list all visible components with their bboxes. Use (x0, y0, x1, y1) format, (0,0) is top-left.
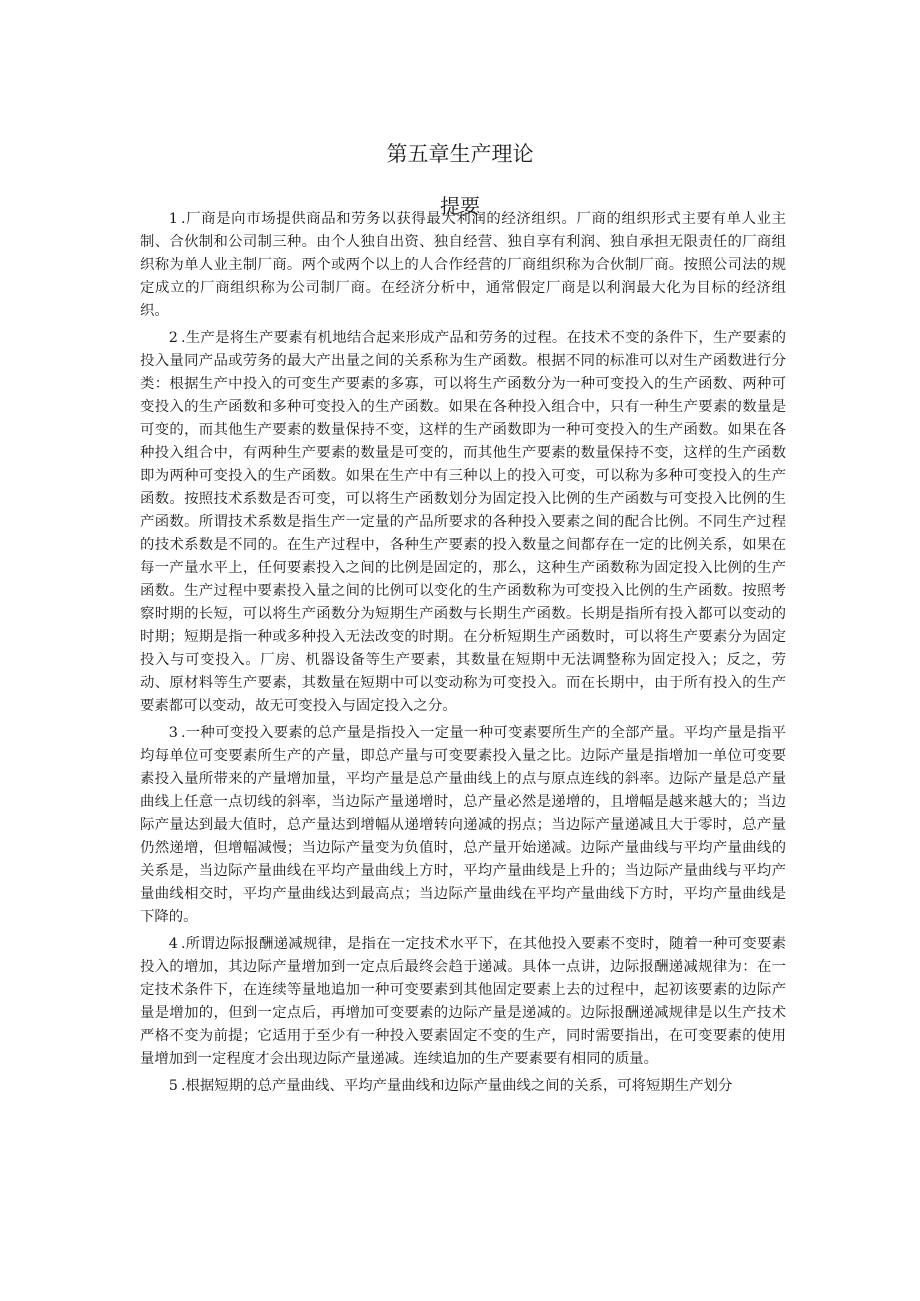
paragraph-4 (140, 933, 786, 1071)
document-body (140, 208, 786, 1102)
paragraph-1 (140, 208, 786, 323)
paragraph-number: 1 (168, 211, 178, 227)
paragraph-number: 3 (168, 725, 178, 741)
paragraph-number: 5 (168, 1078, 178, 1094)
paragraph-text: .厂商是向市场提供商品和劳务以获得最大利润的经济组织。厂商的组织形式主要有单人业主制、合伙制和公司制三种。由个人独自出资、独自经营、独自享有利润、独自承担无限责任的厂商组织称为单人业主制厂商。两个或两个以上的人合作经营的厂商组织称为合伙制厂商。按照公司法的规定成立的厂商组织称为公司制厂商。在经济分析中，通常假定厂商是以利润最大化为目标的经济组织。 (140, 211, 786, 319)
paragraph-number: 4 (168, 936, 178, 952)
paragraph-text: .根据短期的总产量曲线、平均产量曲线和边际产量曲线之间的关系，可将短期生产划分 (180, 1078, 733, 1094)
paragraph-text: .所谓边际报酬递减规律，是指在一定技术水平下，在其他投入要素不变时，随着一种可变要素投入的增加，其边际产量增加到一定点后最终会趋于递减。具体一点讲，边际报酬递减规律为：在一定技术条件下，在连续等量地追加一种可变要素到其他固定要素上去的过程中，起初该要素的边际产量是增加的，但到一定点后，再增加可变要素的边际产量是递减的。边际报酬递减规律是以生产技术严格不变为前提；它适用于至少有一种投入要素固定不变的生产，同时需要指出，在可变要素的使用量增加到一定程度才会出现边际产量递减。连续追加的生产要素要有相同的质量。 (140, 936, 786, 1067)
paragraph-3 (140, 722, 786, 929)
paragraph-2 (140, 327, 786, 718)
paragraph-5 (140, 1075, 786, 1098)
paragraph-number: 2 (168, 330, 178, 346)
paragraph-text: .一种可变投入要素的总产量是指投入一定量一种可变素要所生产的全部产量。平均产量是指平均每单位可变要素所生产的产量，即总产量与可变要素投入量之比。边际产量是指增加一单位可变要素投入量所带来的产量增加量，平均产量是总产量曲线上的点与原点连线的斜率。边际产量是总产量曲线上任意一点切线的斜率，当边际产量递增时，总产量必然是递增的，且增幅是越来越大的；当边际产量达到最大值时，总产量达到增幅从递增转向递减的拐点；当边际产量递减且大于零时，总产量仍然递增，但增幅减慢；当边际产量变为负值时，总产量开始递减。边际产量曲线与平均产量曲线的关系是，当边际产量曲线在平均产量曲线上方时，平均产量曲线是上升的；当边际产量曲线与平均产量曲线相交时，平均产量曲线达到最高点；当边际产量曲线在平均产量曲线下方时，平均产量曲线是下降的。 (140, 725, 786, 925)
section-title: 提要 (440, 193, 480, 218)
chapter-title: 第五章生产理论 (386, 142, 534, 167)
paragraph-text: .生产是将生产要素有机地结合起来形成产品和劳务的过程。在技术不变的条件下，生产要素的投入量同产品或劳务的最大产出量之间的关系称为生产函数。根据不同的标准可以对生产函数进行分类：根据生产中投入的可变生产要素的多寡，可以将生产函数分为一种可变投入的生产函数、两种可变投入的生产函数和多种可变投入的生产函数。如果在各种投入组合中，只有一种生产要素的数量是可变的，而其他生产要素的数量保持不变，这样的生产函数即为一种可变投入的生产函数。如果在各种投入组合中，有两种生产要素的数量是可变的，而其他生产要素的数量保持不变，这样的生产函数即为两种可变投入的生产函数。如果在生产中有三种以上的投入可变，可以称为多种可变投入的生产函数。按照技术系数是否可变，可以将生产函数划分为固定投入比例的生产函数与可变投入比例的生产函数。所谓技术系数是指生产一定量的产品所要求的各种投入要素之间的配合比例。不同生产过程的技术系数是不同的。在生产过程中，各种生产要素的投入数量之间都存在一定的比例关系，如果在每一产量水平上，任何要素投入之间的比例是固定的，那么，这种生产函数称为固定投入比例的生产函数。生产过程中要素投入量之间的比例可以变化的生产函数称为可变投入比例的生产函数。按照考察时期的长短，可以将生产函数分为短期生产函数与长期生产函数。长期是指所有投入都可以变动的时期；短期是指一种或多种投入无法改变的时期。在分析短期生产函数时，可以将生产要素分为固定投入与可变投入。厂房、机器设备等生产要素，其数量在短期中无法调整称为固定投入；反之，劳动、原材料等生产要素，其数量在短期中可以变动称为可变投入。而在长期中，由于所有投入的生产要素都可以变动，故无可变投入与固定投入之分。 (140, 330, 786, 714)
